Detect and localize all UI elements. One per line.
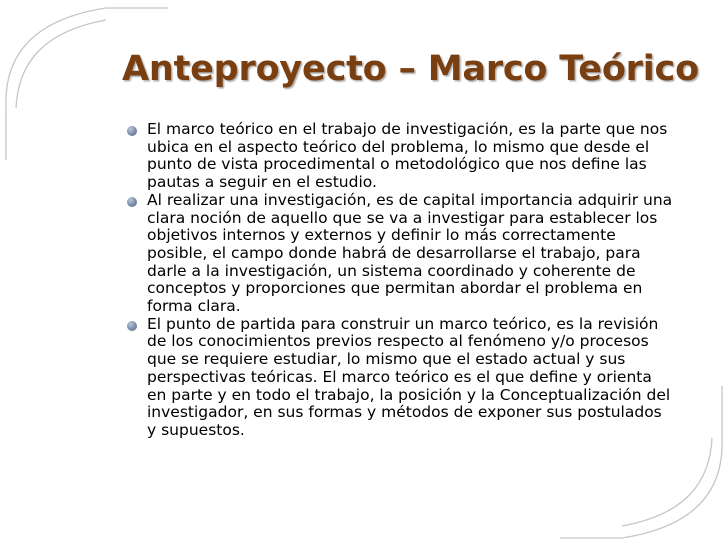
bullet-line: y supuestos.	[147, 420, 245, 439]
bullet-item	[124, 121, 714, 192]
slide-title: Anteproyecto – Marco Teórico	[122, 49, 699, 89]
bullet-item	[124, 192, 714, 316]
bullet-line: de los conocimientos previos respecto al fenómeno y/o procesos	[147, 332, 649, 351]
bullet-icon	[127, 126, 137, 136]
bullet-item	[124, 316, 714, 440]
bullet-line: El marco teórico en el trabajo de investigación, es la parte que nos	[147, 120, 668, 138]
bullet-line: posible, el campo donde habrá de desarrollarse el trabajo, para	[147, 243, 641, 262]
bullet-line: conceptos y proporciones que permitan abordar el problema en	[147, 279, 643, 298]
bullet-line: El punto de partida para construir un marco teórico, es la revisión	[147, 314, 659, 333]
bullet-line: pautas a seguir en el estudio.	[147, 173, 377, 192]
bullet-line: objetivos internos y externos y definir lo más correctamente	[147, 226, 616, 245]
bullet-line: Al realizar una investigación, es de capital importancia adquirir una	[147, 190, 673, 209]
bullet-list	[124, 121, 714, 440]
bullet-line: perspectivas teóricas. El marco teórico es el que define y orienta	[147, 367, 652, 386]
corner-curve-top-left-inner	[16, 20, 106, 108]
bullet-line: en parte y en todo el trabajo, la posición y la Conceptualización del	[147, 385, 671, 404]
bullet-line: ubica en el aspecto teórico del problema, lo mismo que desde el	[147, 137, 650, 156]
bullet-icon	[127, 321, 137, 331]
bullet-line: clara noción de aquello que se va a investigar para establecer los	[147, 208, 658, 227]
bullet-icon	[127, 197, 137, 207]
bullet-line: forma clara.	[147, 297, 241, 316]
bullet-line: que se requiere estudiar, lo mismo que el estado actual y sus	[147, 350, 626, 369]
bullet-line: darle a la investigación, un sistema coordinado y coherente de	[147, 261, 636, 280]
corner-curve-bottom-right-inner	[622, 438, 712, 526]
bullet-line: investigador, en sus formas y métodos de exponer sus postulados	[147, 403, 662, 422]
bullet-line: punto de vista procedimental o metodológico que nos define las	[147, 155, 647, 174]
